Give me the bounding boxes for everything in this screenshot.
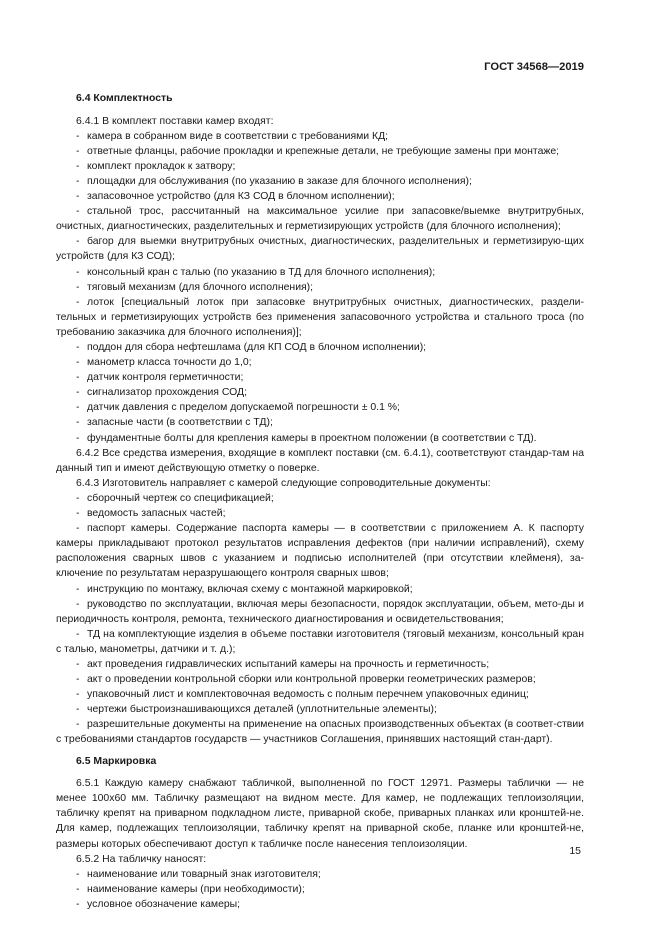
- list-item-text: ТД на комплектующие изделия в объеме поставки изготовителя (тяговый механизм, консольный кран с талью, манометры, датчики и т. д.);: [56, 628, 584, 655]
- list-item: [56, 174, 584, 189]
- list-item-text: сборочный чертеж со спецификацией;: [87, 492, 274, 504]
- paragraph-6-5-1: 6.5.1 Каждую камеру снабжают табличкой, выполненной по ГОСТ 12971. Размеры таблички — не менее 100х60 мм. Табличку размещают на видном месте. Для камер, не подлежащих теплоизоляции, табличку крепят на приварном подкладном листе, приварной скобе, приварных планках или кронштей-не. Для камер, подлежащих теплоизоляции, табличку крепят на приварной скобе, планке или кронштей-не, размеры которых обеспечивают доступ к табличке после нанесения теплоизоляции.: [56, 778, 584, 850]
- marking-list: [56, 867, 584, 912]
- list-item-text: ведомость запасных частей;: [87, 508, 226, 520]
- list-item: [56, 521, 584, 581]
- list-item-text: наименование или товарный знак изготовителя;: [87, 868, 321, 880]
- list-dash: -: [76, 492, 80, 504]
- list-dash: -: [76, 402, 80, 414]
- list-item: [56, 672, 584, 687]
- list-item-text: упаковочный лист и комплектовочная ведомость с полным перечнем упаковочных единиц;: [87, 689, 529, 701]
- list-item-text: руководство по эксплуатации, включая меры безопасности, порядок эксплуатации, объем, мето-ды и периодичность контроля, ремонта, технического диагностирования и освидетельствования;: [56, 598, 584, 625]
- list-item-text: запасовочное устройство (для КЗ СОД в блочном исполнении);: [87, 191, 395, 203]
- list-item: [56, 582, 584, 597]
- list-item-text: акт проведения гидравлических испытаний камеры на прочность и герметичность;: [87, 658, 490, 670]
- list-dash: -: [76, 160, 80, 172]
- list-item-text: акт о проведении контрольной сборки или контрольной проверки геометрических размеров;: [87, 674, 536, 686]
- list-item-text: инструкцию по монтажу, включая схему с монтажной маркировкой;: [87, 583, 413, 595]
- list-item-text: разрешительные документы на применение на опасных производственных объектах (в соответ-ствии с требованиями стандартов государств — участников Соглашения, принявших настоящий стан-дарт).: [56, 719, 584, 746]
- list-item-text: манометр класса точности до 1,0;: [87, 357, 252, 369]
- list-item-text: ответные фланцы, рабочие прокладки и крепежные детали, не требующие замены при монтаже;: [87, 145, 560, 157]
- list-item: [56, 627, 584, 657]
- list-item: [56, 129, 584, 144]
- list-dash: -: [76, 342, 80, 353]
- list-dash: -: [76, 898, 80, 910]
- list-item: [56, 144, 584, 159]
- list-item-text: площадки для обслуживания (по указанию в заказе для блочного исполнения);: [87, 175, 472, 187]
- list-item: [56, 370, 584, 385]
- list-dash: -: [76, 704, 80, 716]
- list-dash: -: [76, 145, 80, 157]
- list-item-text: камера в собранном виде в соответствии с требованиями КД;: [87, 130, 389, 142]
- list-item: [56, 400, 584, 415]
- list-item-text: паспорт камеры. Содержание паспорта камеры — в соответствии с приложением А. К паспорту камеры прикладывают протокол результатов исправления дефектов (при наличии исправлений), схему расположения сварных швов с указанием и подписью исполнителей (при отсутствии клейменя), за-ключение по результатам неразрушающего контроля сварных швов;: [56, 523, 584, 580]
- list-item: [56, 355, 584, 370]
- list-item: [56, 204, 584, 234]
- list-dash: -: [76, 206, 80, 218]
- list-item: [56, 897, 584, 912]
- list-dash: -: [76, 191, 80, 203]
- list-dash: -: [76, 883, 80, 895]
- list-item: [56, 159, 584, 174]
- list-dash: -: [76, 628, 80, 640]
- list-item-text: сигнализатор прохождения СОД;: [87, 387, 248, 399]
- list-item-text: комплект прокладок к затвору;: [87, 160, 236, 172]
- list-item-text: тяговый механизм (для блочного исполнения);: [87, 281, 314, 293]
- list-item: [56, 717, 584, 747]
- list-item-text: фундаментные болты для крепления камеры в проектном положении (в соответствии с ТД).: [87, 432, 537, 444]
- list-item: [56, 280, 584, 295]
- list-item: [56, 431, 584, 446]
- page-number: 15: [569, 845, 581, 857]
- list-dash: -: [76, 417, 80, 429]
- list-item: [56, 882, 584, 897]
- accompanying-documents-list: [56, 491, 584, 748]
- list-dash: -: [76, 236, 80, 248]
- list-item: [56, 234, 584, 264]
- list-dash: -: [76, 432, 80, 444]
- list-item-text: датчик давления с пределом допускаемой погрешности ± 0.1 %;: [87, 402, 400, 414]
- list-item-text: датчик контроля герметичности;: [87, 372, 244, 384]
- list-item: [56, 687, 584, 702]
- list-item: [56, 702, 584, 717]
- list-dash: -: [76, 658, 80, 670]
- list-dash: -: [76, 266, 80, 278]
- list-dash: -: [76, 130, 80, 142]
- list-dash: -: [76, 175, 80, 187]
- list-item-text: консольный кран с талью (по указанию в ТД для блочного исполнения);: [87, 266, 436, 278]
- list-item-text: лоток [специальный лоток при запасовке внутритрубных очистных, диагностических, раздели-тельных и герметизирующих устройств без применения запасовочного устройства и стального троса (по требованию заказчика для блочного исполнения)];: [56, 296, 584, 338]
- list-item-text: условное обозначение камеры;: [87, 898, 241, 910]
- document-body: [56, 91, 584, 912]
- list-item: [56, 189, 584, 204]
- list-dash: -: [76, 508, 80, 520]
- list-dash: -: [76, 523, 80, 535]
- list-item-text: запасные части (в соответствии с ТД);: [87, 417, 273, 429]
- list-dash: -: [76, 387, 80, 399]
- list-item-text: чертежи быстроизнашивающихся деталей (уплотнительные элементы);: [87, 704, 437, 716]
- list-dash: -: [76, 583, 80, 595]
- list-dash: -: [76, 281, 80, 293]
- list-dash: -: [76, 674, 80, 686]
- list-item: [56, 867, 584, 882]
- list-item-text: поддон для сбора нефтешлама (для КП СОД в блочном исполнении);: [87, 342, 427, 353]
- list-dash: -: [76, 868, 80, 880]
- section-title-6-5: 6.5 Маркировка: [76, 755, 157, 767]
- list-item-text: наименование камеры (при необходимости);: [87, 883, 305, 895]
- scope-of-supply-list: [56, 129, 584, 446]
- list-item: [56, 597, 584, 627]
- paragraph-6-4-1: 6.4.1 В комплект поставки камер входят:: [76, 115, 274, 127]
- paragraph-6-4-3: 6.4.3 Изготовитель направляет с камерой следующие сопроводительные документы:: [76, 477, 491, 489]
- list-item: [56, 415, 584, 430]
- list-item: [56, 506, 584, 521]
- list-item: [56, 385, 584, 400]
- list-item: [56, 265, 584, 280]
- list-dash: -: [76, 372, 80, 384]
- standard-header: ГОСТ 34568—2019: [484, 61, 584, 73]
- list-item: [56, 295, 584, 340]
- list-dash: -: [76, 598, 80, 610]
- paragraph-6-4-2: 6.4.2 Все средства измерения, входящие в комплект поставки (см. 6.4.1), соответствуют стандар-там на данный тип и имеют действующую отметку о поверке.: [56, 447, 584, 474]
- list-item: [56, 491, 584, 506]
- list-item: [56, 340, 584, 355]
- list-dash: -: [76, 296, 80, 308]
- list-item-text: стальной трос, рассчитанный на максимальное усилие при запасовке/выемке внутритрубных, очистных, диагностических, разделительных и герметизирующих устройств (для блочного исполнения);: [56, 206, 584, 233]
- section-title-6-4: 6.4 Комплектность: [76, 93, 173, 104]
- list-dash: -: [76, 357, 80, 369]
- list-dash: -: [76, 719, 80, 731]
- paragraph-6-5-2: 6.5.2 На табличку наносят:: [76, 853, 207, 865]
- list-item: [56, 657, 584, 672]
- list-item-text: багор для выемки внутритрубных очистных, диагностических, разделительных и герметизирую-щих устройств (для КЗ СОД);: [56, 236, 584, 263]
- list-dash: -: [76, 689, 80, 701]
